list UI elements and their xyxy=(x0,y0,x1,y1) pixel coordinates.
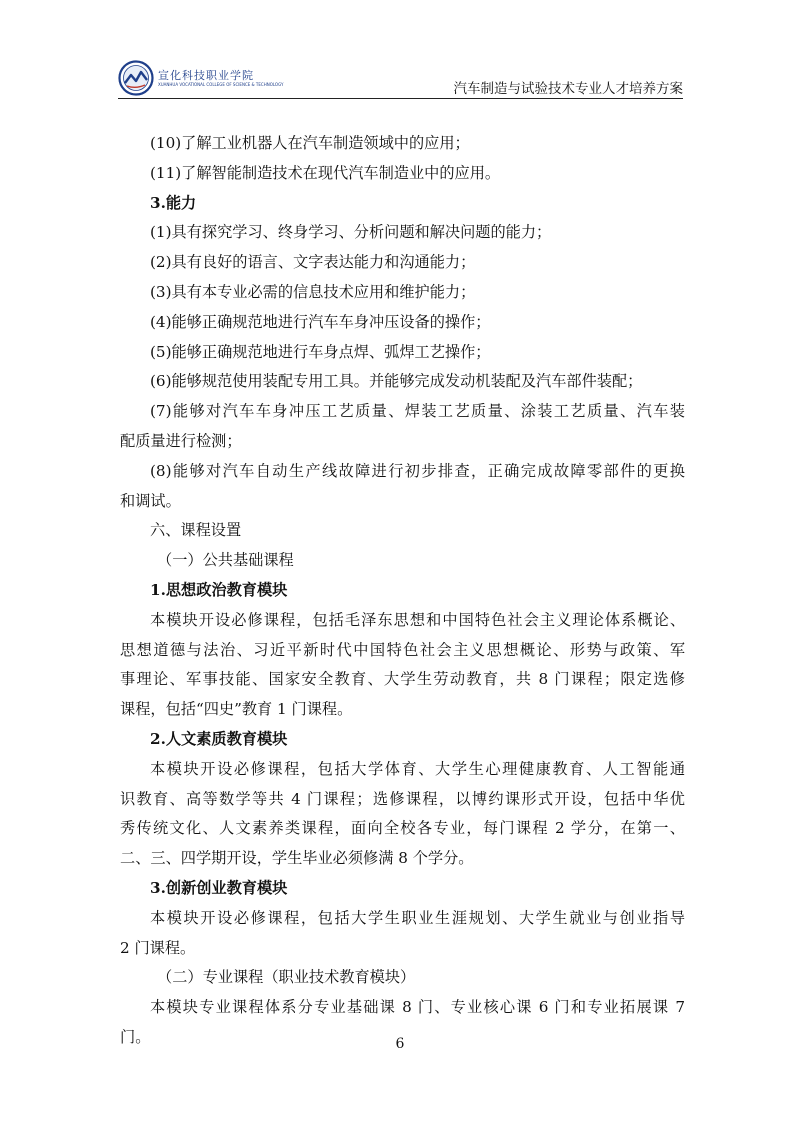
body-line: 和调试。 xyxy=(120,491,181,510)
page-header xyxy=(118,60,683,98)
college-name-english: XUANHUA VOCATIONAL COLLEGE OF SCIENCE & TECHNOLOGY xyxy=(158,81,284,87)
college-name: 宣化科技职业学院 xyxy=(158,68,254,82)
document-title: 汽车制造与试验技术专业人才培养方案 xyxy=(453,81,683,97)
body-line: (11)了解智能制造技术在现代汽车制造业中的应用。 xyxy=(150,163,501,182)
section-heading: 3.创新创业教育模块 xyxy=(150,878,288,897)
body-line: 本模块专业课程体系分专业基础课 8 门、专业核心课 6 门和专业拓展课 7 xyxy=(150,998,685,1017)
body-line: 二、三、四学期开设，学生毕业必须修满 8 个学分。 xyxy=(120,849,474,868)
body-line: 课程，包括“四史”教育 1 门课程。 xyxy=(120,700,353,719)
body-line: 2 门课程。 xyxy=(120,938,196,957)
body-line: 识教育、高等数学等共 4 门课程；选修课程，以博约课形式开设，包括中华优 xyxy=(120,789,685,808)
body-line: 本模块开设必修课程，包括大学生职业生涯规划、大学生就业与创业指导 xyxy=(150,908,685,927)
college-emblem-icon xyxy=(118,60,154,96)
chapter-heading: 六、课程设置 xyxy=(150,521,242,540)
section-heading: 3.能力 xyxy=(150,193,197,212)
subsection-heading: （二）专业课程（职业技术教育模块） xyxy=(157,968,416,987)
body-line: 秀传统文化、人文素养类课程，面向全校各专业，每门课程 2 学分，在第一、 xyxy=(120,819,685,838)
header-divider xyxy=(118,98,683,99)
body-line: (10)了解工业机器人在汽车制造领域中的应用； xyxy=(150,134,470,152)
body-line: (5)能够正确规范地进行车身点焊、弧焊工艺操作； xyxy=(150,342,491,361)
body-line: 本模块开设必修课程，包括大学体育、大学生心理健康教育、人工智能通 xyxy=(150,759,685,778)
section-heading: 2.人文素质教育模块 xyxy=(150,729,288,748)
page-body xyxy=(120,129,685,1053)
body-line: 事理论、军事技能、国家安全教育、大学生劳动教育，共 8 门课程；限定选修 xyxy=(120,670,685,689)
body-line: (4)能够正确规范地进行汽车车身冲压设备的操作； xyxy=(150,312,491,331)
body-line: (6)能够规范使用装配专用工具。并能够完成发动机装配及汽车部件装配； xyxy=(150,372,643,391)
body-line: (8)能够对汽车自动生产线故障进行初步排查，正确完成故障零部件的更换 xyxy=(150,461,685,480)
body-line: 思想道德与法治、习近平新时代中国特色社会主义思想概论、形势与政策、军 xyxy=(120,640,685,659)
subsection-heading: （一）公共基础课程 xyxy=(157,551,294,570)
body-line: 配质量进行检测； xyxy=(120,431,242,450)
college-logo xyxy=(118,60,283,96)
body-line: (2)具有良好的语言、文字表达能力和沟通能力； xyxy=(150,253,476,272)
section-heading: 1.思想政治教育模块 xyxy=(150,580,288,599)
body-line: (3)具有本专业必需的信息技术应用和维护能力； xyxy=(150,282,476,301)
body-line: 门。 xyxy=(120,1027,151,1046)
page-number: 6 xyxy=(395,1036,405,1052)
body-line: (7)能够对汽车车身冲压工艺质量、焊装工艺质量、涂装工艺质量、汽车装 xyxy=(150,402,685,421)
body-line: 本模块开设必修课程，包括毛泽东思想和中国特色社会主义理论体系概论、 xyxy=(150,610,685,629)
body-line: (1)具有探究学习、终身学习、分析问题和解决问题的能力； xyxy=(150,223,552,242)
